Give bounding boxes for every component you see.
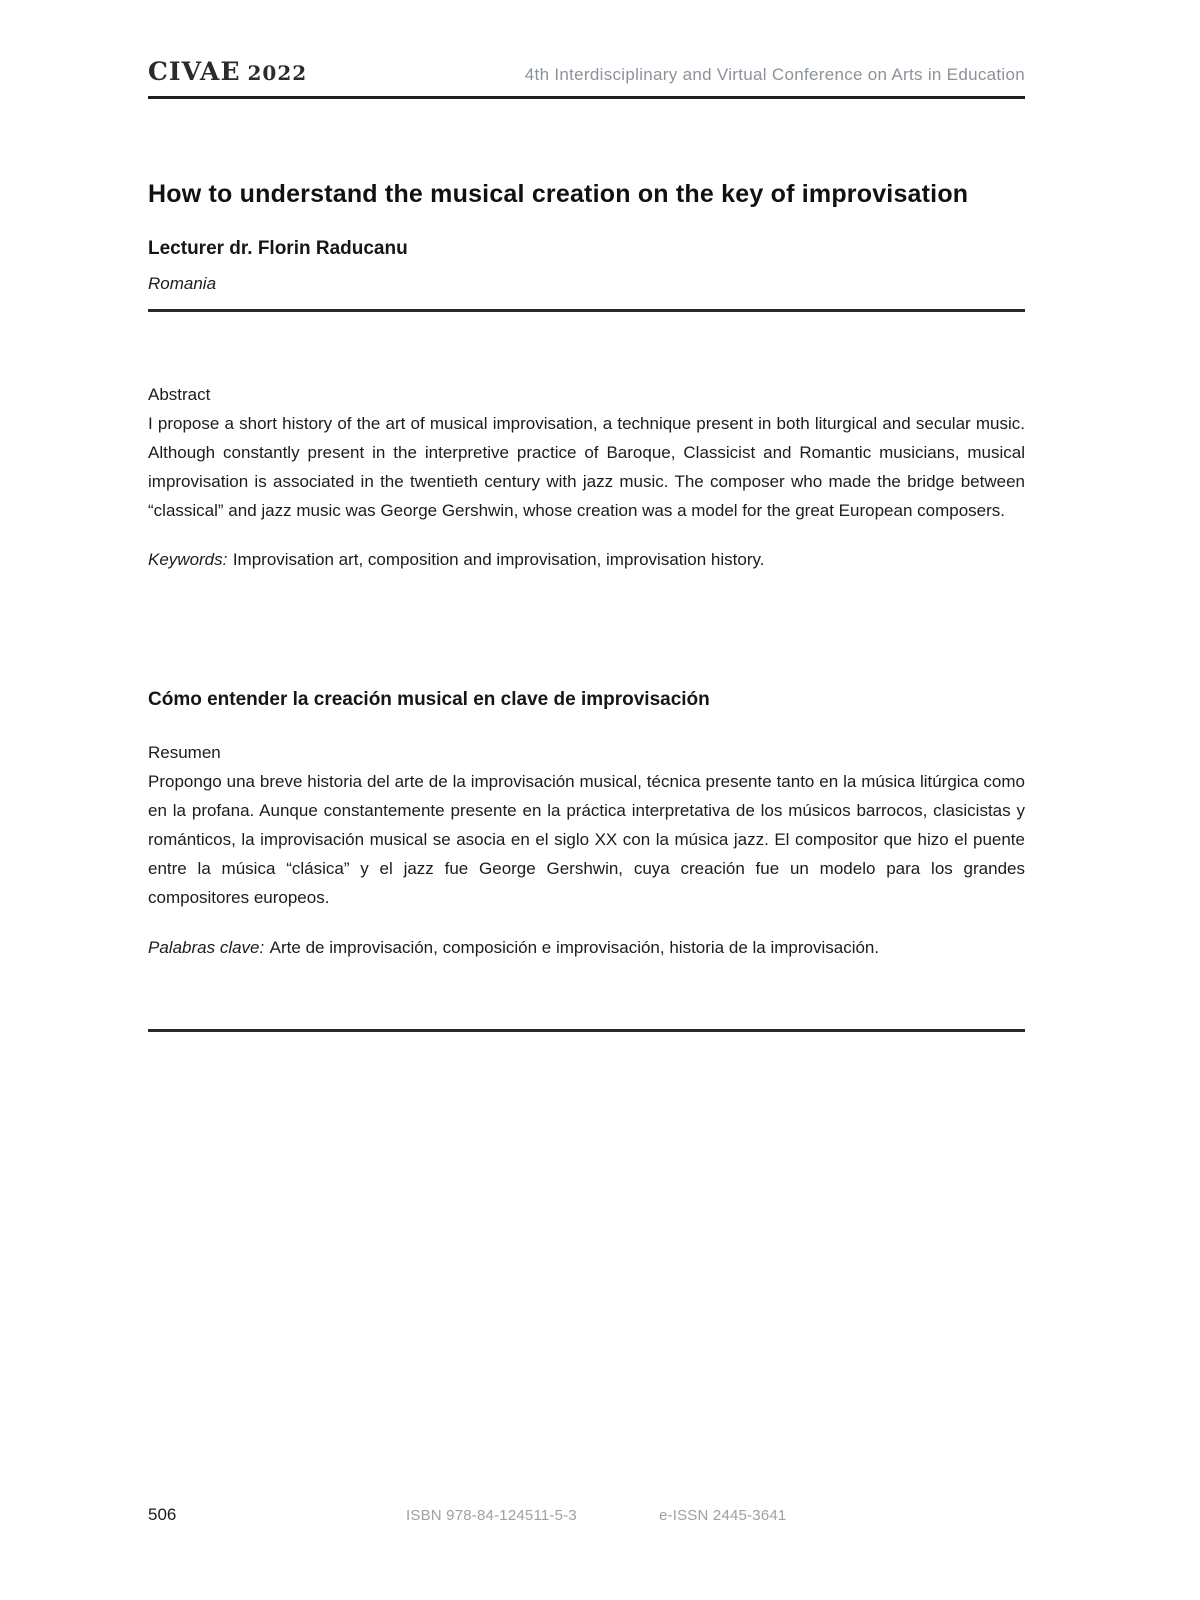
header-rule	[148, 96, 1025, 99]
keywords-text: Improvisation art, composition and improvisation, improvisation history.	[232, 550, 765, 569]
eissn-label: e-ISSN 2445-3641	[659, 1507, 787, 1524]
palabras-clave-label: Palabras clave:	[148, 938, 265, 957]
isbn-label: ISBN 978-84-124511-5-3	[406, 1507, 577, 1524]
abstract-text: I propose a short history of the art of musical improvisation, a technique present in both liturgical and secular music. Although constantly present in the interpretive practice of Baroque, Classicist and Romantic musicians, musical improvisation is associated in the twentieth century with jazz music. The composer who made the bridge between “classical” and jazz music was George Gershwin, whose creation was a model for the great European composers.	[148, 414, 1025, 520]
keywords-label: Keywords:	[148, 550, 228, 569]
conference-title: 4th Interdisciplinary and Virtual Conference on Arts in Education	[524, 65, 1025, 84]
author-country: Romania	[148, 274, 217, 293]
palabras-clave-text: Arte de improvisación, composición e improvisación, historia de la improvisación.	[269, 938, 880, 957]
paper-title: How to understand the musical creation on the key of improvisation	[148, 180, 969, 208]
author-name: Lecturer dr. Florin Raducanu	[148, 238, 408, 259]
page-footer	[148, 1503, 1025, 1528]
page-number: 506	[148, 1505, 177, 1524]
civae-logo-name: CIVAE	[148, 57, 241, 86]
abstract-label: Abstract	[148, 385, 211, 404]
civae-logo	[148, 58, 307, 89]
spanish-title: Cómo entender la creación musical en clave de improvisación	[148, 689, 710, 710]
resumen-label: Resumen	[148, 743, 221, 762]
page-header	[148, 0, 1025, 89]
civae-logo-year: 2022	[247, 61, 308, 85]
bottom-rule	[148, 1029, 1025, 1032]
title-rule	[148, 309, 1025, 312]
keywords-line	[148, 545, 1025, 574]
palabras-clave-line	[148, 933, 1025, 962]
resumen-text: Propongo una breve historia del arte de la improvisación musical, técnica presente tanto en la música litúrgica como en la profana. Aunque constantemente presente en la práctica interpretativa de los músicos barrocos, clasicistas y románticos, la improvisación musical se asocia en el siglo XX con la música jazz. El compositor que hizo el puente entre la música “clásica” y el jazz fue George Gershwin, cuya creación fue un modelo para los grandes compositores europeos.	[148, 772, 1025, 907]
